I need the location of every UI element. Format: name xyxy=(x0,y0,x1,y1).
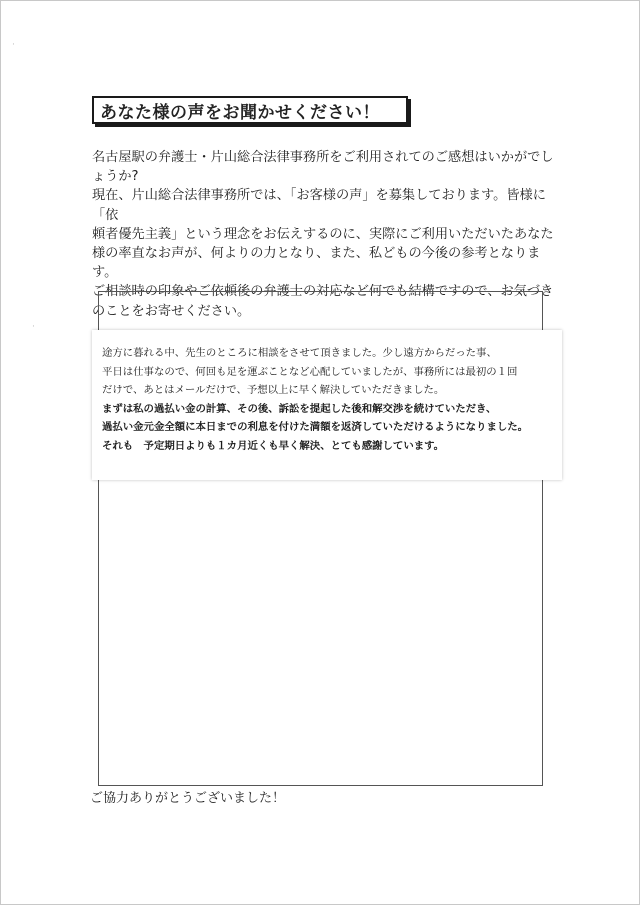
intro-line: ご相談時の印象やご依頼後の弁護士の対応など何でも結構ですので、お気づき xyxy=(92,284,554,300)
page-title-text: あなた様の声をお聞かせください！ xyxy=(100,102,380,123)
intro-line: 様の率直なお声が、何よりの力となり、また、私どもの今後の参考となります。 xyxy=(92,246,541,281)
comment-line: だけで、あとはメールだけで、予想以上に早く解決していただきました。 xyxy=(102,384,445,396)
thanks-message: ご協力ありがとうございました！ xyxy=(90,791,286,806)
comment-line: 途方に暮れる中、先生のところに相談をさせて頂きました。少し遠方からだった事、 xyxy=(102,347,497,359)
intro-line: 名古屋駅の弁護士・片山総合法律事務所をご利用されてのご感想はいかがでし xyxy=(92,150,554,165)
comment-line: 平日は仕事なので、何回も足を運ぶことなど心配していましたが、事務所には最初の１回 xyxy=(102,365,518,378)
intro-line: 頼者優先主義」という理念をお伝えするのに、実際にご利用いただいたあなた xyxy=(92,226,554,242)
comment-line: まずは私の過払い金の計算、その後、訴訟を提起した後和解交渉を続けていただき、 xyxy=(102,402,497,415)
intro-line: のことをお寄せください。 xyxy=(92,303,251,319)
scan-speck: · xyxy=(32,322,35,332)
customer-comment xyxy=(92,330,562,480)
intro-line: 現在、片山総合法律事務所では、「お客様の声」を募集しております。皆様に「依 xyxy=(92,188,546,223)
comment-line: それも 予定期日よりも１カ月近くも早く解決、とても感謝しています。 xyxy=(102,439,445,452)
intro-line: ょうか? xyxy=(92,169,139,185)
page-title xyxy=(92,96,408,124)
scan-speck: · xyxy=(12,40,15,50)
comment-line: 過払い金元金全額に本日までの利息を付けた満額を返済していただけるようになりました。 xyxy=(102,421,529,433)
